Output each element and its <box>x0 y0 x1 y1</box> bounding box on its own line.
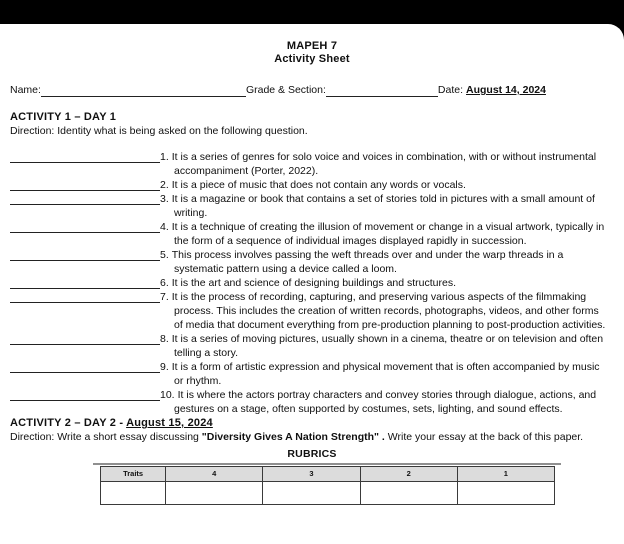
question-text: It is where the actors portray characters and convey stories through dialogue, actions, and gestures on a stage, often supported by costumes, sets, lighting, and sound effects. <box>174 389 597 415</box>
question-body <box>160 150 608 178</box>
activity2-direction <box>10 430 598 444</box>
answer-blank <box>10 360 160 373</box>
question-row <box>10 192 614 220</box>
question-number: 4. <box>160 221 169 233</box>
rubrics-cell <box>457 481 554 504</box>
question-row <box>10 220 614 248</box>
question-body <box>160 192 608 220</box>
answer-blank <box>10 332 160 345</box>
rubrics-table <box>100 466 555 505</box>
activity2-date: August 15, 2024 <box>126 417 213 429</box>
question-number: 9. <box>160 361 169 373</box>
question-number: 10. <box>160 389 175 401</box>
answer-blank <box>10 150 160 163</box>
rubrics-cell <box>263 481 360 504</box>
question-body <box>160 388 608 416</box>
question-row <box>10 332 614 360</box>
question-row <box>10 150 614 178</box>
rubrics-partial-row <box>101 481 555 504</box>
question-row <box>10 178 614 192</box>
sheet-type-title: Activity Sheet <box>274 53 350 65</box>
activity1-direction: Direction: Identity what is being asked on the following question. <box>10 125 308 137</box>
question-text: This process involves passing the weft threads over and under the warp threads in a systematic pattern using a device called a loom. <box>171 249 564 275</box>
question-text: It is a series of genres for solo voice and voices in combination, with or without instrumental accompaniment (Porter, 2022). <box>171 151 597 177</box>
question-text: It is a piece of music that does not contain any words or vocals. <box>171 179 466 191</box>
answer-blank <box>10 276 160 289</box>
question-number: 8. <box>160 333 169 345</box>
question-number: 3. <box>160 193 169 205</box>
question-number: 6. <box>160 277 169 289</box>
date-label: Date: <box>437 84 464 96</box>
question-text: It is a series of moving pictures, usually shown in a cinema, theatre or on television and often telling a story. <box>171 333 604 359</box>
question-body <box>160 290 608 332</box>
question-number: 1. <box>160 151 169 163</box>
activity2-direction-suffix: Write your essay at the back of this paper. <box>384 431 584 443</box>
rubrics-title: RUBRICS <box>287 448 337 460</box>
activity1-heading: ACTIVITY 1 – DAY 1 <box>10 111 117 123</box>
rubrics-cell <box>101 481 166 504</box>
question-row <box>10 290 614 332</box>
rubrics-column-3: 3 <box>263 466 360 481</box>
rubrics-table-topline <box>93 463 561 465</box>
answer-blank <box>10 178 160 191</box>
answer-blank <box>10 290 160 303</box>
question-text: It is the process of recording, capturing, and preserving various aspects of the filmmaking process. This includes the creation of written records, photographs, videos, and other forms of media that document everything from pre-production planning to post-production activities. <box>171 291 606 331</box>
question-body <box>160 276 608 290</box>
question-number: 5. <box>160 249 169 261</box>
question-body <box>160 178 608 192</box>
activity2-heading-prefix: ACTIVITY 2 – DAY 2 - <box>10 417 127 429</box>
header-fields-row <box>10 83 570 97</box>
rubrics-cell <box>360 481 457 504</box>
question-row <box>10 248 614 276</box>
question-text: It is a magazine or book that contains a set of stories told in pictures with a small amount of writing. <box>171 193 595 219</box>
activity-sheet-page <box>0 24 624 544</box>
question-text: It is a form of artistic expression and physical movement that is often accompanied by music or rhythm. <box>171 361 600 387</box>
rubrics-column-2: 2 <box>360 466 457 481</box>
answer-blank <box>10 220 160 233</box>
rubrics-cell <box>166 481 263 504</box>
question-row <box>10 276 614 290</box>
rubrics-header-row <box>101 466 555 481</box>
activity2-direction-prefix: Direction: Write a short essay discussing <box>10 431 202 443</box>
question-body <box>160 332 608 360</box>
answer-blank <box>10 248 160 261</box>
question-number: 7. <box>160 291 169 303</box>
name-label: Name: <box>10 84 41 96</box>
rubrics-column-traits: Traits <box>101 466 166 481</box>
grade-section-blank-line <box>326 84 438 97</box>
name-blank-line <box>41 84 246 97</box>
question-number: 2. <box>160 179 169 191</box>
question-list <box>10 150 614 416</box>
rubrics-column-4: 4 <box>166 466 263 481</box>
grade-section-label: Grade & Section: <box>245 84 326 96</box>
subject-title: MAPEH 7 <box>286 40 338 52</box>
question-body <box>160 248 608 276</box>
question-text: It is the art and science of designing buildings and structures. <box>171 277 457 289</box>
answer-blank <box>10 192 160 205</box>
answer-blank <box>10 388 160 401</box>
essay-topic: "Diversity Gives A Nation Strength" . <box>201 431 385 443</box>
document-title <box>10 40 614 66</box>
question-body <box>160 220 608 248</box>
rubrics-column-1: 1 <box>457 466 554 481</box>
question-row <box>10 388 614 416</box>
question-row <box>10 360 614 388</box>
date-value: August 14, 2024 <box>466 84 546 96</box>
question-text: It is a technique of creating the illusion of movement or change in a visual artwork, typically in the form of a sequence of individual images displayed rapidly in succession. <box>171 221 605 247</box>
question-body <box>160 360 608 388</box>
activity2-heading <box>10 416 614 430</box>
